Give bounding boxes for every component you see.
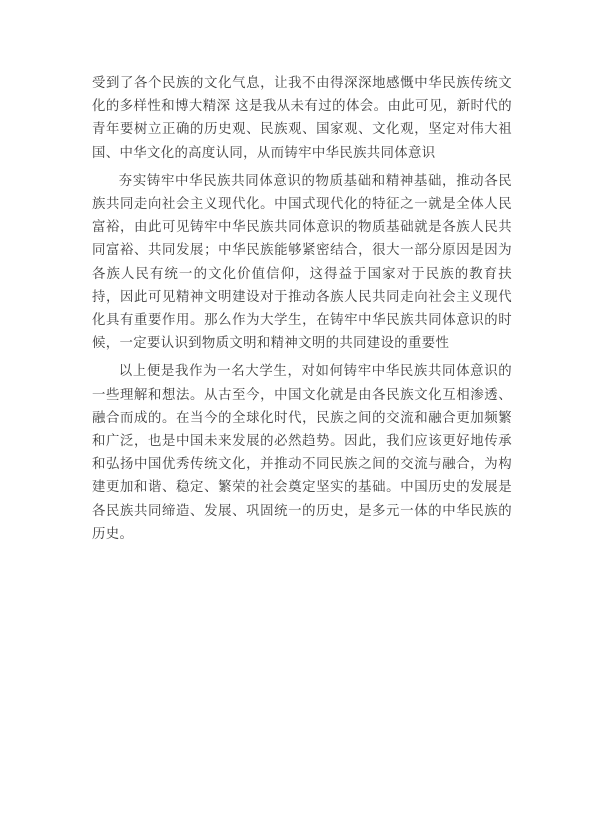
paragraph-3: 以上便是我作为一名大学生，对如何铸牢中华民族共同体意识的一些理解和想法。从古至今，中国文化就是由各民族文化互相渗透、融合而成的。在当今的全球化时代，民族之间的交流和融合更加频繁和广泛，也是中国未来发展的必然趋势。因此，我们应该更好地传承和弘扬中国优秀传统文化，并推动不同民族之间的交流与融合，为构建更加和谐、稳定、繁荣的社会奠定坚实的基础。中国历史的发展是各民族共同缔造、发展、巩固统一的历史，是多元一体的中华民族的历史。 [92,364,512,542]
essay-text [92,72,512,546]
paragraph-2: 夯实铸牢中华民族共同体意识的物质基础和精神基础，推动各民族共同走向社会主义现代化。中国式现代化的特征之一就是全体人民富裕，由此可见铸牢中华民族共同体意识的物质基础就是各族人民共同富裕、共同发展；中华民族能够紧密结合，很大一部分原因是因为各族人民有统一的文化价值信仰，这得益于国家对于民族的教育扶持，因此可见精神文明建设对于推动各族人民共同走向社会主义现代化具有重要作用。那么作为大学生，在铸牢中华民族共同体意识的时候，一定要认识到物质文明和精神文明的共同建设的重要性 [92,173,512,352]
paragraph-1: 受到了各个民族的文化气息，让我不由得深深地感慨中华民族传统文化的多样性和博大精深 这是我从未有过的体会。由此可见，新时代的青年要树立正确的历史观、民族观、国家观、文化观，坚定对伟大祖国、中华文化的高度认同，从而铸牢中华民族共同体意识 [92,76,512,161]
